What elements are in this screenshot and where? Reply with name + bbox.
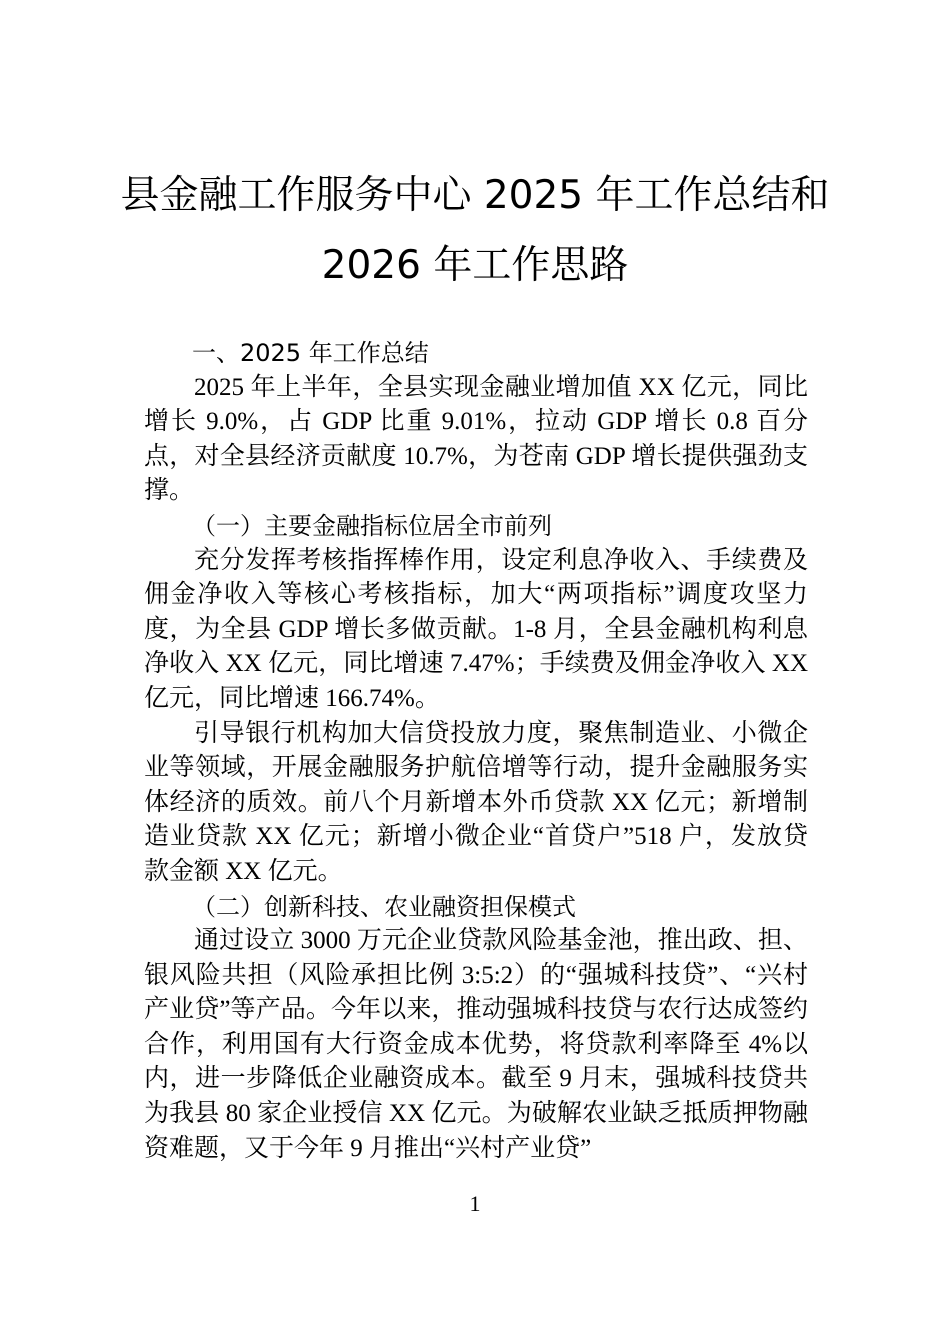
paragraph: 通过设立 3000 万元企业贷款风险基金池，推出政、担、银风险共担（风险承担比例 3:5:2）的“强城科技贷”、“兴村产业贷”等产品。今年以来，推动强城科技贷与农行达成签约合作，利用国有大行资金成本优势，将贷款利率降至 4%以内，进一步降低企业融资成本。截至 9 月末，强城科技贷共为我县 80 家企业授信 XX 亿元。为破解农业缺乏抵质押物融资难题，又于今年 9 月推出“兴村产业贷”: [144, 927, 808, 1162]
subsection-heading: （一）主要金融指标位居全市前列: [192, 511, 552, 540]
document-body: [144, 336, 808, 1166]
page-number: 1: [469, 1191, 481, 1216]
paragraph: 充分发挥考核指挥棒作用，设定利息净收入、手续费及佣金净收入等核心考核指标，加大“两项指标”调度攻坚力度，为全县 GDP 增长多做贡献。1-8 月，全县金融机构利息净收入 XX 亿元，同比增速 7.47%；手续费及佣金净收入 XX 亿元，同比增速 166.74%。: [144, 546, 808, 712]
document-title-line-1: 县金融工作服务中心 2025 年工作总结和: [120, 173, 830, 218]
paragraph: 引导银行机构加大信贷投放力度，聚焦制造业、小微企业等领域，开展金融服务护航倍增等行动，提升金融服务实体经济的质效。前八个月新增本外币贷款 XX 亿元；新增制造业贷款 XX 亿元；新增小微企业“首贷户”518 户，发放贷款金额 XX 亿元。: [144, 719, 808, 885]
document-title-line-2: 2026 年工作思路: [321, 243, 629, 288]
paragraph: 2025 年上半年，全县实现金融业增加值 XX 亿元，同比增长 9.0%，占 GDP 比重 9.01%，拉动 GDP 增长 0.8 百分点，对全县经济贡献度 10.7%，为苍南 GDP 增长提供强劲支撑。: [144, 373, 808, 505]
section-heading: 一、2025 年工作总结: [192, 339, 429, 367]
subsection-heading: （二）创新科技、农业融资担保模式: [192, 892, 576, 921]
